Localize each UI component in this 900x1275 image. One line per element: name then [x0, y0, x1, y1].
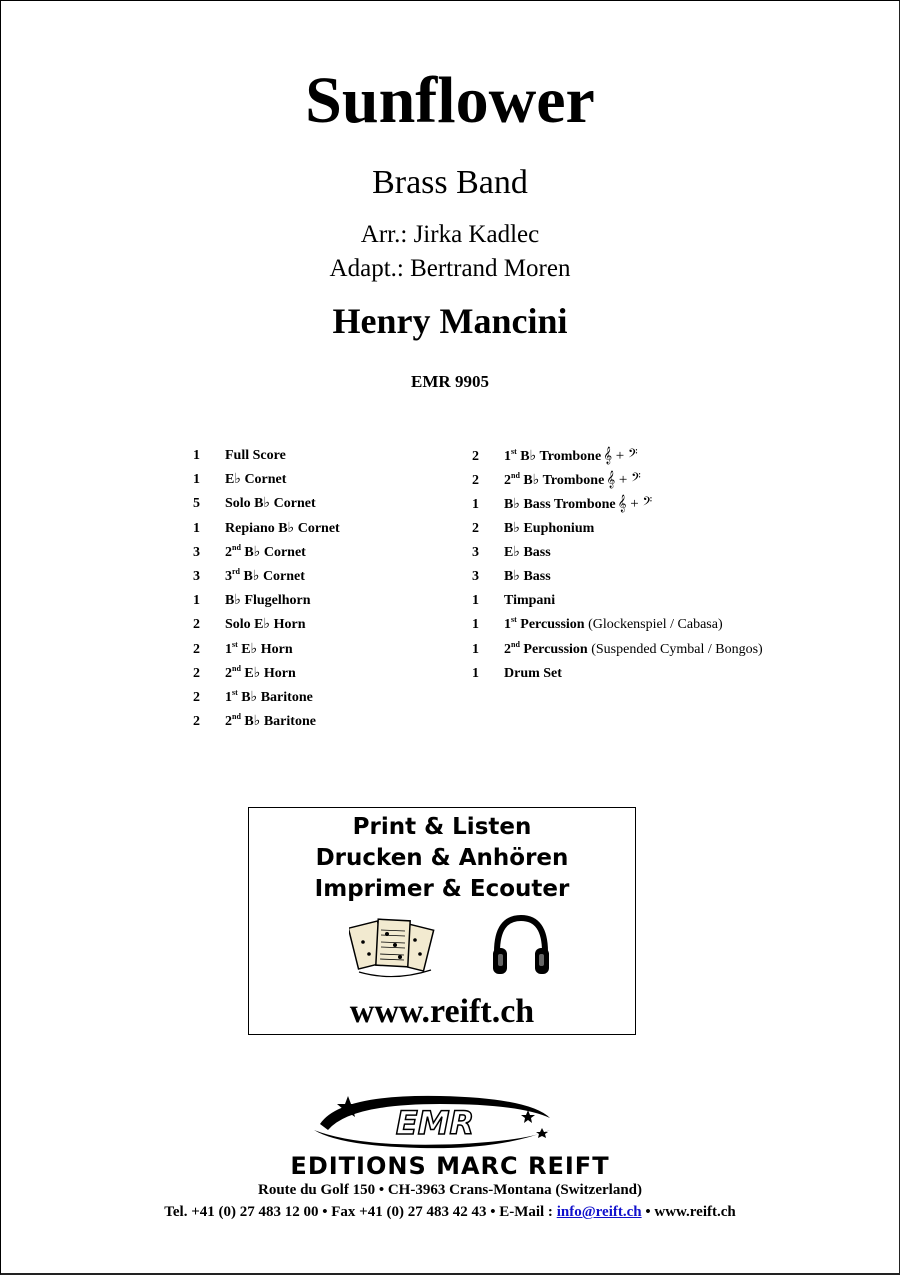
sheet-music-icon: [349, 912, 439, 984]
part-row: [472, 592, 763, 616]
part-row: [472, 520, 763, 544]
part-row: [472, 568, 763, 592]
part-row: [193, 665, 340, 689]
part-name: Full Score: [225, 448, 286, 463]
parts-list-right: [472, 447, 763, 689]
part-name: Timpani: [504, 593, 556, 609]
part-row: [472, 471, 763, 495]
part-row: [193, 616, 340, 640]
part-ordinal-suffix: nd: [511, 471, 520, 481]
part-row: [193, 520, 340, 544]
part-quantity: 1: [472, 617, 479, 633]
part-quantity: 2: [193, 689, 200, 705]
part-quantity: 1: [193, 472, 200, 488]
clef-icons: 𝄞 + 𝄢: [606, 472, 641, 489]
part-quantity: 2: [472, 449, 479, 464]
part-ordinal-suffix: nd: [232, 542, 241, 552]
clef-icons: 𝄞 + 𝄢: [617, 496, 653, 513]
part-row: [472, 495, 763, 519]
part-quantity: 1: [193, 520, 200, 536]
part-quantity: 1: [472, 641, 479, 657]
part-ordinal: 3: [225, 568, 232, 584]
part-quantity: 1: [193, 593, 200, 609]
part-row: [193, 544, 340, 568]
page-title: Sunflower: [305, 64, 595, 137]
part-quantity: 3: [193, 544, 200, 560]
part-row: [472, 665, 763, 689]
catalog-code: EMR 9905: [411, 372, 489, 391]
promo-website: www.reift.ch: [349, 993, 535, 1030]
composer-name: Henry Mancini: [332, 301, 568, 341]
part-ordinal: 2: [225, 665, 232, 681]
arranger-credit: Arr.: Jirka Kadlec: [360, 221, 540, 248]
part-ordinal: 2: [225, 714, 232, 730]
part-quantity: 2: [193, 665, 200, 681]
part-name: B♭ Trombone: [516, 449, 602, 464]
part-name: Repiano B♭ Cornet: [225, 520, 340, 536]
part-row: [193, 447, 340, 471]
part-name: B♭ Trombone: [519, 473, 605, 489]
contact-phone-fax: Tel. +41 (0) 27 483 12 00 • Fax +41 (0) 27 483 42 43 • E-Mail :: [164, 1204, 557, 1220]
publisher-contact: [0, 1205, 900, 1220]
part-name: B♭ Baritone: [237, 689, 313, 705]
part-ordinal: 1: [225, 689, 232, 705]
contact-website: • www.reift.ch: [641, 1204, 736, 1220]
adapter-credit: Adapt.: Bertrand Moren: [329, 255, 571, 282]
part-ordinal: 1: [504, 617, 511, 633]
part-name: Solo B♭ Cornet: [225, 496, 316, 512]
part-row: [193, 641, 340, 665]
part-row: [472, 641, 763, 665]
emr-logo: [300, 1090, 560, 1150]
part-name: B♭ Euphonium: [504, 520, 595, 536]
part-quantity: 1: [472, 665, 479, 681]
email-link[interactable]: info@reift.ch: [556, 1204, 642, 1220]
part-row: [472, 544, 763, 568]
part-name: B♭ Baritone: [240, 714, 316, 730]
part-name: Percussion: [519, 641, 588, 657]
part-row: [193, 689, 340, 713]
part-ordinal-suffix: st: [232, 687, 238, 697]
part-name: E♭ Cornet: [225, 472, 287, 488]
part-name: Percussion: [516, 617, 585, 633]
part-name: E♭ Horn: [240, 665, 296, 681]
part-row: [193, 568, 340, 592]
ensemble-subtitle: Brass Band: [372, 164, 528, 201]
part-name: B♭ Bass: [504, 568, 551, 584]
part-quantity: 1: [193, 448, 200, 463]
part-row: [472, 616, 763, 640]
part-row: [193, 471, 340, 495]
part-ordinal-suffix: nd: [511, 639, 520, 649]
part-quantity: 3: [193, 568, 200, 584]
part-ordinal: 2: [504, 641, 511, 657]
headphones-icon: [489, 912, 553, 980]
part-ordinal: 2: [225, 544, 232, 560]
part-quantity: 5: [193, 496, 200, 512]
part-name: B♭ Cornet: [240, 544, 306, 560]
part-ordinal: 1: [504, 449, 511, 464]
part-row: [193, 495, 340, 519]
part-row: [472, 447, 763, 471]
part-quantity: 3: [472, 544, 479, 560]
part-name: B♭ Cornet: [240, 568, 305, 584]
clef-icons: 𝄞 + 𝄢: [603, 448, 638, 464]
part-quantity: 2: [472, 473, 479, 489]
part-ordinal-suffix: st: [511, 615, 517, 625]
promo-line-fr: Imprimer & Ecouter: [314, 876, 570, 902]
part-name: E♭ Horn: [237, 641, 293, 657]
parts-list-left: [193, 447, 340, 737]
publisher-name: EDITIONS MARC REIFT: [290, 1152, 610, 1180]
part-name: E♭ Bass: [504, 544, 551, 560]
part-quantity: 2: [193, 714, 200, 730]
part-name: B♭ Flugelhorn: [225, 593, 311, 609]
publisher-address: Route du Golf 150 • CH-3963 Crans-Montana (Switzerland): [258, 1182, 642, 1198]
part-ordinal-suffix: nd: [232, 712, 241, 722]
part-quantity: 1: [472, 497, 479, 513]
part-ordinal: 2: [504, 473, 511, 489]
logo-text: EMR: [395, 1104, 475, 1142]
part-name: Solo E♭ Horn: [225, 617, 306, 633]
part-ordinal-suffix: st: [232, 639, 238, 649]
part-instruments: (Suspended Cymbal / Bongos): [587, 641, 763, 657]
part-quantity: 2: [193, 641, 200, 657]
part-row: [193, 592, 340, 616]
part-name: Drum Set: [504, 665, 562, 681]
part-ordinal: 1: [225, 641, 232, 657]
part-quantity: 2: [193, 617, 200, 633]
part-ordinal-suffix: rd: [232, 566, 240, 576]
promo-line-en: Print & Listen: [352, 814, 532, 840]
part-ordinal-suffix: st: [511, 447, 517, 456]
part-quantity: 1: [472, 593, 479, 609]
promo-line-de: Drucken & Anhören: [315, 845, 569, 871]
part-quantity: 2: [472, 520, 479, 536]
print-listen-box: [248, 807, 636, 1035]
part-quantity: 3: [472, 568, 479, 584]
part-ordinal-suffix: nd: [232, 663, 241, 673]
part-name: B♭ Bass Trombone: [504, 497, 616, 513]
part-instruments: (Glockenspiel / Cabasa): [584, 617, 723, 633]
part-row: [193, 713, 340, 737]
